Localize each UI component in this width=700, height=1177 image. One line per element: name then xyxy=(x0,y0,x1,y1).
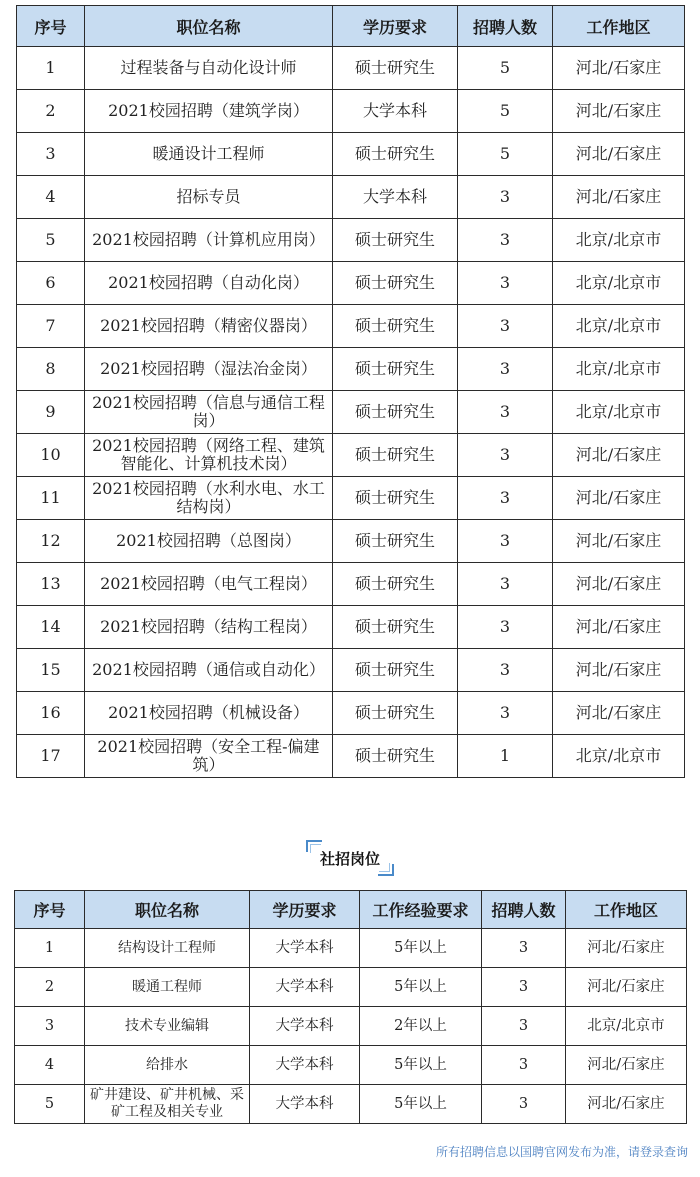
cell-education: 大学本科 xyxy=(250,1046,360,1085)
cell-position: 2021校园招聘（精密仪器岗） xyxy=(85,305,333,348)
col-header-experience: 工作经验要求 xyxy=(360,891,482,929)
cell-education: 硕士研究生 xyxy=(333,477,458,520)
table-row xyxy=(17,563,685,606)
cell-index: 7 xyxy=(17,305,85,348)
cell-headcount: 3 xyxy=(458,348,553,391)
social-section-title xyxy=(306,840,394,876)
table-row xyxy=(15,929,687,968)
cell-position: 2021校园招聘（信息与通信工程岗） xyxy=(85,391,333,434)
cell-headcount: 3 xyxy=(458,262,553,305)
cell-location: 北京/北京市 xyxy=(553,262,685,305)
cell-position: 2021校园招聘（电气工程岗） xyxy=(85,563,333,606)
cell-position: 技术专业编辑 xyxy=(85,1007,250,1046)
cell-headcount: 5 xyxy=(458,133,553,176)
cell-position: 过程装备与自动化设计师 xyxy=(85,47,333,90)
col-header-index: 序号 xyxy=(17,6,85,47)
cell-education: 硕士研究生 xyxy=(333,133,458,176)
table-row xyxy=(17,434,685,477)
cell-position: 2021校园招聘（湿法冶金岗） xyxy=(85,348,333,391)
table-row xyxy=(17,649,685,692)
cell-location: 河北/石家庄 xyxy=(553,606,685,649)
cell-index: 2 xyxy=(15,968,85,1007)
cell-position: 暖通工程师 xyxy=(85,968,250,1007)
section-title-text: 社招岗位 xyxy=(319,850,380,868)
cell-education: 大学本科 xyxy=(250,968,360,1007)
cell-education: 硕士研究生 xyxy=(333,348,458,391)
cell-headcount: 3 xyxy=(458,520,553,563)
campus-header-row xyxy=(17,6,685,47)
cell-index: 17 xyxy=(17,735,85,778)
cell-index: 1 xyxy=(17,47,85,90)
table-row xyxy=(17,90,685,133)
cell-education: 硕士研究生 xyxy=(333,305,458,348)
col-header-position: 职位名称 xyxy=(85,6,333,47)
col-header-headcount: 招聘人数 xyxy=(458,6,553,47)
col-header-education: 学历要求 xyxy=(250,891,360,929)
table-row xyxy=(17,692,685,735)
cell-position: 2021校园招聘（安全工程-偏建筑） xyxy=(85,735,333,778)
cell-headcount: 3 xyxy=(458,606,553,649)
cell-position: 2021校园招聘（通信或自动化） xyxy=(85,649,333,692)
table-row xyxy=(15,968,687,1007)
cell-location: 北京/北京市 xyxy=(553,348,685,391)
cell-index: 3 xyxy=(17,133,85,176)
table-row xyxy=(17,520,685,563)
cell-position: 2021校园招聘（水利水电、水工结构岗） xyxy=(85,477,333,520)
cell-location: 河北/石家庄 xyxy=(553,176,685,219)
cell-headcount: 3 xyxy=(482,1085,566,1124)
cell-education: 硕士研究生 xyxy=(333,219,458,262)
cell-location: 河北/石家庄 xyxy=(553,133,685,176)
cell-headcount: 3 xyxy=(458,434,553,477)
cell-location: 北京/北京市 xyxy=(566,1007,687,1046)
cell-location: 河北/石家庄 xyxy=(553,563,685,606)
cell-location: 河北/石家庄 xyxy=(566,968,687,1007)
cell-education: 大学本科 xyxy=(250,1007,360,1046)
cell-education: 硕士研究生 xyxy=(333,649,458,692)
cell-location: 北京/北京市 xyxy=(553,391,685,434)
table-row xyxy=(15,1046,687,1085)
cell-location: 河北/石家庄 xyxy=(566,1046,687,1085)
cell-index: 5 xyxy=(17,219,85,262)
cell-experience: 2年以上 xyxy=(360,1007,482,1046)
table-row xyxy=(17,47,685,90)
table-row xyxy=(15,1007,687,1046)
cell-index: 3 xyxy=(15,1007,85,1046)
cell-headcount: 3 xyxy=(458,176,553,219)
cell-headcount: 3 xyxy=(458,305,553,348)
col-header-education: 学历要求 xyxy=(333,6,458,47)
cell-education: 硕士研究生 xyxy=(333,434,458,477)
cell-experience: 5年以上 xyxy=(360,968,482,1007)
cell-education: 大学本科 xyxy=(250,929,360,968)
table-row xyxy=(17,305,685,348)
cell-index: 4 xyxy=(15,1046,85,1085)
cell-position: 给排水 xyxy=(85,1046,250,1085)
cell-headcount: 5 xyxy=(458,90,553,133)
table-row xyxy=(17,176,685,219)
table-row xyxy=(17,219,685,262)
cell-index: 13 xyxy=(17,563,85,606)
campus-jobs-table xyxy=(16,5,685,778)
cell-location: 河北/石家庄 xyxy=(553,434,685,477)
cell-education: 硕士研究生 xyxy=(333,391,458,434)
cell-index: 6 xyxy=(17,262,85,305)
cell-education: 硕士研究生 xyxy=(333,47,458,90)
cell-location: 河北/石家庄 xyxy=(553,649,685,692)
cell-location: 河北/石家庄 xyxy=(553,47,685,90)
cell-location: 河北/石家庄 xyxy=(553,90,685,133)
cell-headcount: 5 xyxy=(458,47,553,90)
cell-location: 北京/北京市 xyxy=(553,305,685,348)
cell-headcount: 1 xyxy=(458,735,553,778)
cell-location: 河北/石家庄 xyxy=(566,1085,687,1124)
cell-location: 北京/北京市 xyxy=(553,219,685,262)
cell-index: 1 xyxy=(15,929,85,968)
cell-location: 河北/石家庄 xyxy=(553,692,685,735)
cell-location: 河北/石家庄 xyxy=(566,929,687,968)
cell-education: 硕士研究生 xyxy=(333,735,458,778)
table-row xyxy=(17,391,685,434)
cell-experience: 5年以上 xyxy=(360,1085,482,1124)
col-header-headcount: 招聘人数 xyxy=(482,891,566,929)
cell-education: 硕士研究生 xyxy=(333,563,458,606)
table-row xyxy=(15,1085,687,1124)
cell-position: 2021校园招聘（总图岗） xyxy=(85,520,333,563)
footer-note: 所有招聘信息以国聘官网发布为准，请登录查询 xyxy=(435,1145,688,1159)
cell-headcount: 3 xyxy=(458,219,553,262)
cell-headcount: 3 xyxy=(482,1007,566,1046)
table-row xyxy=(17,133,685,176)
cell-location: 河北/石家庄 xyxy=(553,520,685,563)
cell-index: 5 xyxy=(15,1085,85,1124)
cell-index: 11 xyxy=(17,477,85,520)
cell-index: 15 xyxy=(17,649,85,692)
cell-index: 14 xyxy=(17,606,85,649)
cell-location: 北京/北京市 xyxy=(553,735,685,778)
cell-education: 大学本科 xyxy=(250,1085,360,1124)
cell-headcount: 3 xyxy=(458,649,553,692)
cell-position: 2021校园招聘（结构工程岗） xyxy=(85,606,333,649)
cell-headcount: 3 xyxy=(482,968,566,1007)
cell-index: 10 xyxy=(17,434,85,477)
cell-education: 大学本科 xyxy=(333,176,458,219)
table-row xyxy=(17,262,685,305)
cell-index: 16 xyxy=(17,692,85,735)
cell-position: 招标专员 xyxy=(85,176,333,219)
cell-index: 12 xyxy=(17,520,85,563)
col-header-location: 工作地区 xyxy=(566,891,687,929)
cell-education: 硕士研究生 xyxy=(333,520,458,563)
col-header-position: 职位名称 xyxy=(85,891,250,929)
table-row xyxy=(17,606,685,649)
cell-position: 2021校园招聘（网络工程、建筑智能化、计算机技术岗） xyxy=(85,434,333,477)
cell-position: 矿井建设、矿井机械、采矿工程及相关专业 xyxy=(85,1085,250,1124)
cell-headcount: 3 xyxy=(458,391,553,434)
cell-position: 结构设计工程师 xyxy=(85,929,250,968)
cell-headcount: 3 xyxy=(458,563,553,606)
cell-experience: 5年以上 xyxy=(360,929,482,968)
cell-education: 大学本科 xyxy=(333,90,458,133)
cell-education: 硕士研究生 xyxy=(333,606,458,649)
cell-position: 暖通设计工程师 xyxy=(85,133,333,176)
table-row xyxy=(17,348,685,391)
cell-headcount: 3 xyxy=(482,1046,566,1085)
cell-index: 2 xyxy=(17,90,85,133)
cell-index: 9 xyxy=(17,391,85,434)
cell-position: 2021校园招聘（建筑学岗） xyxy=(85,90,333,133)
col-header-location: 工作地区 xyxy=(553,6,685,47)
cell-position: 2021校园招聘（计算机应用岗） xyxy=(85,219,333,262)
cell-headcount: 3 xyxy=(458,692,553,735)
social-jobs-table xyxy=(14,890,687,1124)
cell-index: 4 xyxy=(17,176,85,219)
table-row xyxy=(17,735,685,778)
cell-position: 2021校园招聘（自动化岗） xyxy=(85,262,333,305)
cell-headcount: 3 xyxy=(458,477,553,520)
cell-experience: 5年以上 xyxy=(360,1046,482,1085)
cell-education: 硕士研究生 xyxy=(333,262,458,305)
table-row xyxy=(17,477,685,520)
cell-headcount: 3 xyxy=(482,929,566,968)
cell-index: 8 xyxy=(17,348,85,391)
cell-position: 2021校园招聘（机械设备） xyxy=(85,692,333,735)
cell-education: 硕士研究生 xyxy=(333,692,458,735)
social-header-row xyxy=(15,891,687,929)
col-header-index: 序号 xyxy=(15,891,85,929)
cell-location: 河北/石家庄 xyxy=(553,477,685,520)
